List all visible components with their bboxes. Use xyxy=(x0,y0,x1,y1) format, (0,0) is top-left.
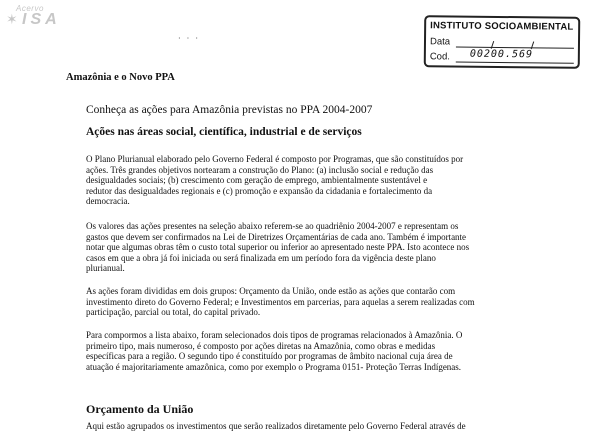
section-heading-orcamento: Orçamento da União xyxy=(86,402,194,416)
text-line: Aqui estão agrupados os investimentos que serão realizados diretamente pelo Governo Federal através de xyxy=(86,421,466,431)
watermark-small-text: Acervo xyxy=(16,4,44,13)
text-line: atuação é majoritariamente amazônica, como por exemplo o Programa 0151- Proteção Terras Indígenas. xyxy=(86,361,462,372)
section-heading: Ações nas áreas social, científica, industrial e de serviços xyxy=(86,126,362,138)
stamp-code-line xyxy=(456,62,574,64)
stamp-title: INSTITUTO SOCIOAMBIENTAL xyxy=(430,20,574,33)
text-line: primeiro tipo, mais numeroso, é composto por ações diretas na Amazônia, como obras e medidas xyxy=(86,340,436,351)
text-line: O Plano Plurianual elaborado pelo Governo Federal é composto por Programas, que são constituídos por xyxy=(86,154,464,164)
text-line: ações. Três grandes objetivos nortearam a construção do Plano: (a) inclusão social e redução das xyxy=(86,164,434,175)
stamp-code-label: Cod. xyxy=(429,51,450,63)
text-line: Para compormos a lista abaixo, foram selecionados dois tipos de programas relacionados à Amazônia. O xyxy=(86,330,463,340)
paragraph-groups xyxy=(86,286,586,318)
watermark-big-text: ISA xyxy=(22,11,61,28)
paragraph-orcamento-intro xyxy=(86,421,586,432)
main-heading: Amazônia e o Novo PPA xyxy=(66,72,175,83)
paragraph-program-types xyxy=(86,330,586,372)
text-line: redutor das desigualdades regionais e (c) promoção e expansão da cidadania e fortalecimento da xyxy=(86,185,433,196)
star-icon: ✶ xyxy=(6,13,18,28)
text-line: notar que algumas obras têm o custo total superior ou inferior ao apresentado neste PPA. Isto acontece nos xyxy=(86,242,470,253)
text-line: investimento direto do Governo Federal; e Investimentos em parcerias, para aquelas a serem realizadas com xyxy=(86,296,475,307)
paragraph-values-note xyxy=(86,221,586,274)
text-line: plurianual. xyxy=(86,263,125,274)
text-line: casos em que a obra já foi iniciada ou será finalizada em um período fora da vigência deste plano xyxy=(86,252,436,263)
text-line: desigualdades sociais; (b) crescimento com geração de emprego, ambientalmente sustentável e xyxy=(86,175,428,186)
archive-stamp xyxy=(424,15,581,69)
text-line: específicas para a região. O segundo tipo é constituído por programas de âmbito nacional cuja área de xyxy=(86,351,453,362)
text-line: democracia. xyxy=(86,196,130,207)
page-subtitle: Conheça as ações para Amazônia previstas no PPA 2004-2007 xyxy=(86,104,373,116)
scan-specks: · · · xyxy=(178,34,200,43)
stamp-date-label: Data xyxy=(429,36,451,48)
text-line: Os valores das ações presentes na seleção abaixo referem-se ao quadriênio 2004-2007 e representam os xyxy=(86,221,459,231)
stamp-code-value: 00200.569 xyxy=(469,48,534,61)
text-line: As ações foram divididas em dois grupos: Orçamento da União, onde estão as ações que contarão com xyxy=(86,286,456,296)
paragraph-plan-overview xyxy=(86,154,586,207)
text-line: participação, parcial ou total, do capital privado. xyxy=(86,307,261,318)
text-line: gastos que devem ser confirmados na Lei de Diretrizes Orçamentárias de cada ano. Também é importante xyxy=(86,231,467,242)
isa-watermark-logo xyxy=(6,4,76,32)
